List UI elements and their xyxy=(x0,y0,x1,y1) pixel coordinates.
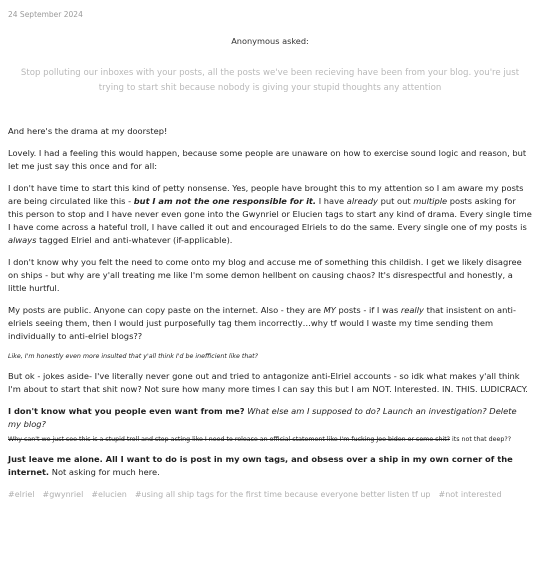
answer-paragraph-5 xyxy=(8,304,532,343)
strikethrough-text: Why can't we just see this is a stupid troll and stop acting like I need to release an official statement like I'm fucking Joe biden or some shit? xyxy=(8,436,451,443)
bold-text: Just leave me alone. All I want to do is post in my own tags, and obsess over a ship in my own corner of the internet. xyxy=(8,454,513,477)
text-run: that insistent on anti-elriels seeing them, then I would just purposefully tag them incorrectly…why tf would I waste my time sending them individually to anti-elriel blogs?? xyxy=(8,305,516,341)
tag-list xyxy=(8,488,532,501)
ask-question: Stop polluting our inboxes with your posts, all the posts we've been recieving have been from your blog. you're just trying to start shit because nobody is giving your stupid thoughts any attention xyxy=(20,68,520,93)
answer-paragraph-4: I don't know why you felt the need to come onto my blog and accuse me of something this childish. I get we likely disagree on ships - but why are y'all treating me like I'm some demon hellbent on causing chaos? It's disrespectful and honestly, a little hurtful. xyxy=(8,257,522,293)
bold-text: I don't know what you people even want from me? xyxy=(8,406,245,416)
answer-paragraph-10 xyxy=(8,453,532,479)
text-run: tagged Elriel and anti-whatever (if-applicable). xyxy=(36,235,233,245)
tag-link[interactable]: #elucien xyxy=(91,490,127,499)
answer-paragraph-3 xyxy=(8,182,532,247)
tag-link[interactable]: #elriel xyxy=(8,490,35,499)
text-run: put out xyxy=(377,196,414,206)
italic-text: really xyxy=(400,305,424,315)
asker-line: Anonymous asked: xyxy=(231,36,309,46)
text-run: posts - if I was xyxy=(335,305,401,315)
text-run: I don't have time to start this kind of petty nonsense. Yes, people have brought this to my attention so I am aware my posts are being circulated like this - xyxy=(8,183,524,206)
answer-paragraph-7: But ok - jokes aside- I've literally never gone out and tried to antagonize anti-Elriel accounts - so idk what makes y'all think I'm about to start that shit now? Not sure how many more times I can say this but I am NOT. Interested. IN. THIS. LUDICRACY. xyxy=(8,371,528,394)
post-date[interactable]: 24 September 2024 xyxy=(8,10,83,19)
answer-paragraph-1: And here's the drama at my doorstep! xyxy=(8,126,168,136)
text-run: My posts are public. Anyone can copy paste on the internet. Also - they are xyxy=(8,305,324,315)
italic-text: already xyxy=(346,196,378,206)
answer-strikethrough-note xyxy=(8,435,532,444)
answer-paragraph-8 xyxy=(8,405,532,431)
italic-text: MY xyxy=(323,305,336,315)
text-run: Not asking for much here. xyxy=(49,467,160,477)
answer-paragraph-2: Lovely. I had a feeling this would happen, because some people are unaware on how to exercise sound logic and reason, but let me just say this once and for all: xyxy=(8,148,527,171)
answer-small-note xyxy=(8,352,532,361)
small-text: its not that deep?? xyxy=(450,436,512,443)
tag-link[interactable]: #gwynriel xyxy=(42,490,84,499)
answer-body xyxy=(8,125,532,479)
italic-text: multiple xyxy=(413,196,448,206)
tag-link[interactable]: #using all ship tags for the first time because everyone better listen tf up xyxy=(134,490,431,499)
tag-link[interactable]: #not interested xyxy=(438,490,502,499)
italic-text: What else am I supposed to do? Launch an investigation? Delete my blog? xyxy=(8,406,517,429)
text-run: posts asking for this person to stop and I have never even gone into the Gwynriel or Elucien tags to start any kind of drama. Every single time I have come across a hateful troll, I have called it out and encouraged Elriels to do the same. Every single one of my posts is xyxy=(8,196,532,232)
italic-text: always xyxy=(8,235,37,245)
emphasis-text: but I am not the one responsible for it. xyxy=(133,196,317,206)
italic-small-text: Like, I'm honestly even more insulted that y'all think I'd be inefficient like that? xyxy=(8,353,258,360)
text-run: I have xyxy=(316,196,347,206)
